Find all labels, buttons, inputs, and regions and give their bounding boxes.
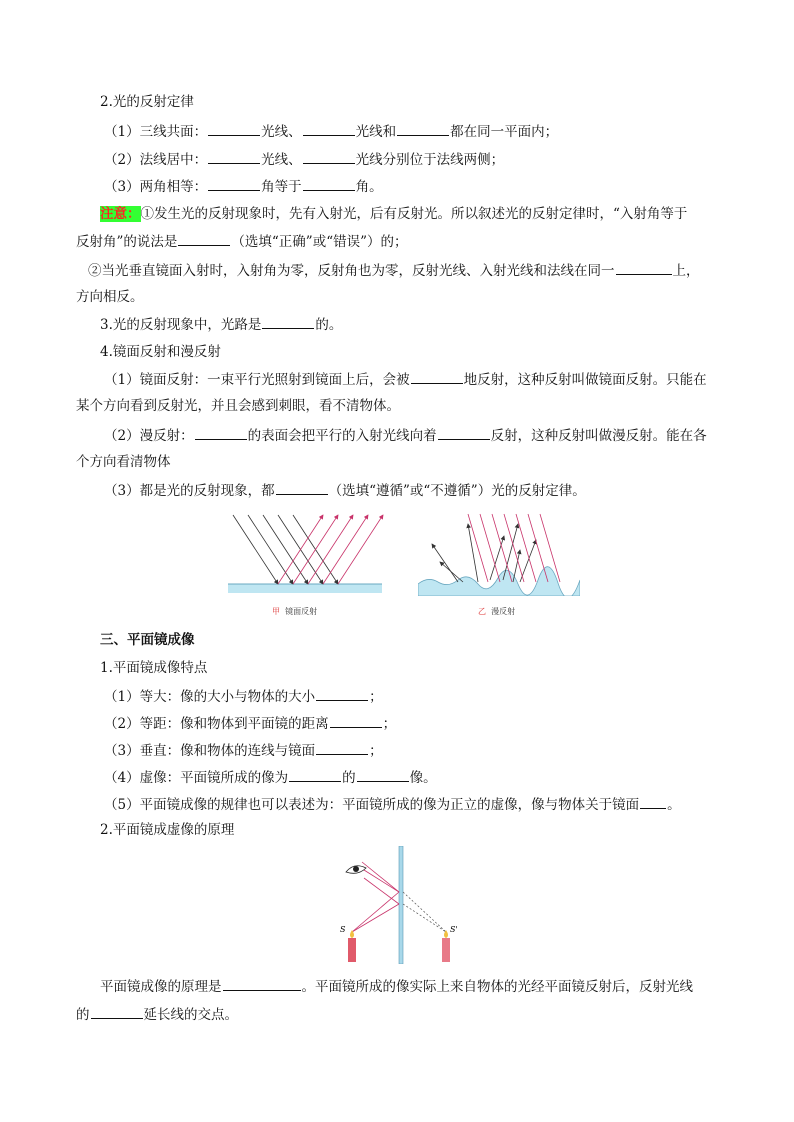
caption-mark: 乙 (478, 607, 486, 616)
blank[interactable] (223, 976, 301, 991)
text: （1）镜面反射：一束平行光照射到镜面上后，会被 (104, 372, 410, 388)
blank[interactable] (616, 260, 672, 275)
blank[interactable] (289, 767, 341, 782)
text: 延长线的交点。 (143, 1007, 238, 1023)
text: 的 (342, 770, 356, 786)
note-text: 上， (672, 263, 700, 279)
blank[interactable] (91, 1004, 143, 1019)
blank[interactable] (208, 121, 260, 136)
blank[interactable] (357, 767, 409, 782)
text: （1）等大：像的大小与物体的大小 (104, 689, 316, 705)
text: 的。 (315, 317, 343, 333)
mirror-features-title: 1.平面镜成像特点 (100, 660, 208, 676)
blank[interactable] (262, 314, 314, 329)
section-4-title: 4.镜面反射和漫反射 (100, 344, 221, 360)
text: 地反射，这种反射叫做镜面反射。只能在 (463, 372, 707, 388)
rule-equal-angles (104, 176, 383, 197)
specular-line-2: 某个方向看到反射光，并且会感到刺眼，看不清物体。 (76, 398, 400, 414)
blank[interactable] (195, 425, 247, 440)
blank[interactable] (316, 686, 368, 701)
object-label: S (340, 925, 346, 934)
diffuse-line-1 (104, 425, 707, 446)
feature-equal-distance (104, 713, 396, 734)
rule-text: 光线、 (261, 152, 302, 168)
blank[interactable] (208, 176, 260, 191)
section-3-heading: 三、平面镜成像 (100, 632, 195, 648)
text: 反射，这种反射叫做漫反射。能在各 (490, 428, 707, 444)
note-text: 反射角”的说法是 (76, 234, 178, 250)
specular-reflection-figure (228, 510, 388, 596)
blank[interactable] (397, 121, 449, 136)
feature-equal-size (104, 686, 383, 707)
text: （3）都是光的反射现象，都 (104, 483, 275, 499)
diffuse-line-2: 个方向看清物体 (76, 454, 171, 470)
feature-symmetry (104, 794, 681, 815)
caption-mark: 甲 (272, 607, 280, 616)
text: 的表面会把平行的入射光线向着 (247, 428, 437, 444)
rule-text: 角。 (355, 179, 383, 195)
plane-mirror-figure (336, 846, 472, 964)
note-line-1 (100, 204, 687, 224)
text: （2）等距：像和物体到平面镜的距离 (104, 716, 329, 732)
note-label: 注意： (100, 206, 141, 222)
blank[interactable] (316, 740, 368, 755)
caption-text: 漫反射 (491, 607, 516, 616)
rule-coplanar-label: （1）三线共面： (104, 124, 208, 140)
rule-label: （2）法线居中： (104, 152, 208, 168)
rule-coplanar (104, 121, 558, 142)
both-reflection-line (104, 480, 586, 501)
text: ； (369, 689, 383, 705)
light-path-line (100, 314, 342, 335)
note-text: （选填“正确”或“错误”）的； (231, 234, 408, 250)
rule-text: 角等于 (261, 179, 302, 195)
diffuse-reflection-figure (418, 510, 580, 596)
caption-text: 镜面反射 (285, 607, 318, 616)
text: 。平面镜所成的像实际上来自物体的光经平面镜反射后，反射光线 (301, 979, 693, 995)
blank[interactable] (438, 425, 490, 440)
text: 平面镜成像的原理是 (100, 979, 222, 995)
feature-perpendicular (104, 740, 383, 761)
note-text: ②当光垂直镜面入射时，入射角为零，反射角也为零，反射光线、入射光线和法线在同一 (88, 263, 615, 279)
text: （2）漫反射： (104, 428, 194, 444)
blank[interactable] (303, 176, 355, 191)
rule-normal-center (104, 149, 504, 170)
text: 3.光的反射现象中，光路是 (100, 317, 262, 333)
blank[interactable] (411, 369, 463, 384)
text: ； (382, 716, 397, 732)
note-line-2 (76, 231, 408, 252)
feature-virtual-image (104, 767, 437, 788)
text: 像。 (409, 770, 437, 786)
text: 的 (76, 1007, 90, 1023)
blank[interactable] (178, 231, 230, 246)
section-2-title: 2.光的反射定律 (100, 94, 194, 110)
text: （4）虚像：平面镜所成的像为 (104, 770, 289, 786)
note-line-4: 方向相反。 (76, 289, 144, 305)
specular-line-1 (104, 369, 707, 390)
rule-text: 都在同一平面内； (450, 124, 559, 140)
rule-label: （3）两角相等： (104, 179, 208, 195)
text: （5）平面镜成像的规律也可以表述为：平面镜所成的像为正立的虚像，像与物体关于镜面 (104, 797, 640, 813)
image-label: S' (450, 925, 458, 934)
text: ； (369, 743, 383, 759)
specular-figure-caption (272, 606, 317, 617)
rule-text: 光线分别位于法线两侧； (355, 152, 505, 168)
blank[interactable] (330, 713, 382, 728)
blank[interactable] (303, 121, 355, 136)
mirror-principle-title: 2.平面镜成虚像的原理 (100, 822, 235, 838)
text: （3）垂直：像和物体的连线与镜面 (104, 743, 316, 759)
blank[interactable] (640, 794, 666, 809)
blank[interactable] (276, 480, 328, 495)
text: 。 (667, 797, 681, 813)
text: （选填“遵循”或“不遵循”）光的反射定律。 (328, 483, 586, 499)
blank[interactable] (208, 149, 260, 164)
principle-line-1 (100, 976, 693, 997)
principle-line-2 (76, 1004, 238, 1025)
rule-text: 光线和 (355, 124, 397, 140)
note-line-3 (88, 260, 700, 281)
note-text: ①发生光的反射现象时，先有入射光，后有反射光。所以叙述光的反射定律时，“入射角等于 (140, 206, 688, 222)
blank[interactable] (303, 149, 355, 164)
rule-text: 光线、 (261, 124, 302, 140)
diffuse-figure-caption (478, 606, 515, 617)
